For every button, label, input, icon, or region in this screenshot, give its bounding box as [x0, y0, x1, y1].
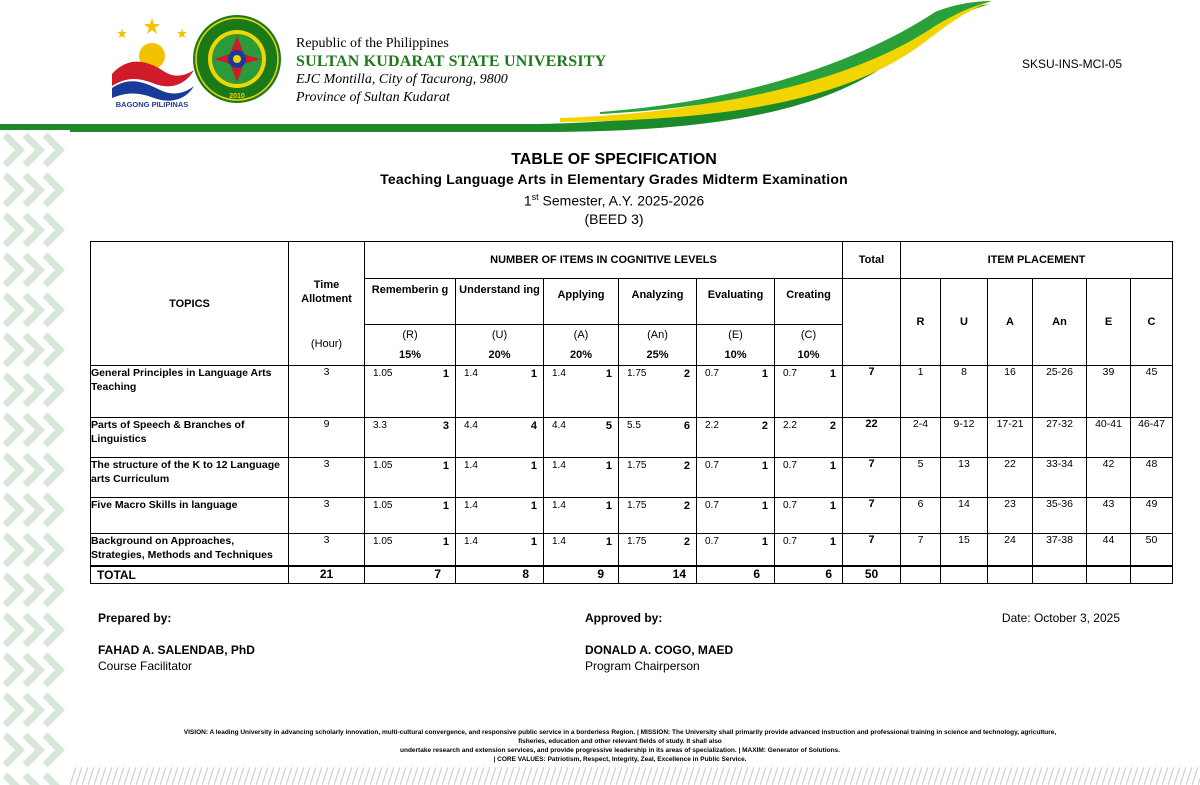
row-level-cell: 1.05 1 — [365, 498, 456, 534]
row-total: 22 — [843, 418, 901, 458]
subject-title: Teaching Language Arts in Elementary Grades Midterm Examination — [380, 171, 848, 187]
total-placement-blank — [941, 566, 988, 584]
row-placement: 2-4 — [901, 418, 941, 458]
table-row — [91, 458, 1173, 498]
row-level-cell: 1.75 2 — [619, 458, 697, 498]
row-time: 3 — [289, 458, 365, 498]
prepared-label: Prepared by: — [98, 611, 172, 625]
row-level-cell: 0.7 1 — [775, 458, 843, 498]
row-placement: 39 — [1087, 366, 1131, 418]
placement-head-r: R — [901, 279, 941, 366]
row-level-cell: 0.7 1 — [697, 366, 775, 418]
row-level-cell: 2.2 2 — [775, 418, 843, 458]
row-placement: 16 — [988, 366, 1033, 418]
level-understanding: Understand ing — [456, 279, 544, 325]
row-total: 7 — [843, 534, 901, 566]
row-level-cell: 2.2 2 — [697, 418, 775, 458]
row-time: 3 — [289, 366, 365, 418]
approved-block — [585, 610, 733, 674]
approved-name: DONALD A. COGO, MAED — [585, 643, 734, 657]
level-r-abbr-pct: (R) 15% — [365, 325, 456, 366]
row-level-cell: 1.4 1 — [544, 498, 619, 534]
row-placement: 45 — [1131, 366, 1173, 418]
level-analyzing: Analyzing — [619, 279, 697, 325]
total-grand: 50 — [843, 566, 901, 584]
table-row — [91, 418, 1173, 458]
row-total: 7 — [843, 498, 901, 534]
university-seal-logo — [192, 14, 282, 104]
total-e: 6 — [697, 566, 775, 584]
document-code: SKSU-INS-MCI-05 — [1021, 57, 1122, 71]
row-level-cell: 1.4 1 — [544, 458, 619, 498]
total-an: 14 — [619, 566, 697, 584]
row-placement: 23 — [988, 498, 1033, 534]
side-border-pattern — [0, 130, 70, 785]
table-row — [91, 534, 1173, 566]
level-c-abbr-pct: (C) 10% — [775, 325, 843, 366]
row-placement: 6 — [901, 498, 941, 534]
footer-vision-mission: VISION: A leading University in advancing scholarly innovation, multi-cultural convergence, and responsive public service in a borderless Region. | MISSION: The University shall primarily provide advanced instruction and professional training in science and technology, agriculture, fisheries, education and other relevant fields of study. It shall also undertake research and extension services, and provide progressive leadership in its areas of specialization. | MAXIM: Generator of Solutions. | CORE VALUES: Patriotism, Respect, Integrity, Zeal, Excellence in Public Service. — [183, 729, 1057, 763]
row-topic: Five Macro Skills in language — [91, 498, 289, 534]
row-level-cell: 1.4 1 — [544, 534, 619, 566]
row-time: 3 — [289, 534, 365, 566]
address-line: EJC Montilla, City of Tacurong, 9800 — [296, 72, 508, 87]
total-header-blank — [843, 279, 901, 366]
row-placement: 48 — [1131, 458, 1173, 498]
document-title: TABLE OF SPECIFICATION — [511, 151, 717, 168]
level-creating: Creating — [775, 279, 843, 325]
row-level-cell: 0.7 1 — [697, 458, 775, 498]
total-time: 21 — [289, 566, 365, 584]
specification-table — [90, 241, 1173, 584]
row-level-cell: 0.7 1 — [697, 534, 775, 566]
header-time-allotment: Time Allotment (Hour) — [289, 242, 365, 366]
seal-year: 2010 — [229, 93, 245, 100]
prepared-role: Course Facilitator — [98, 659, 193, 673]
republic-line: Republic of the Philippines — [296, 36, 449, 51]
row-total: 7 — [843, 458, 901, 498]
approved-role: Program Chairperson — [585, 659, 700, 673]
province-line: Province of Sultan Kudarat — [296, 90, 450, 105]
row-placement: 25-26 — [1033, 366, 1087, 418]
level-remembering: Rememberin g — [365, 279, 456, 325]
row-topic: The structure of the K to 12 Language arts Curriculum — [91, 458, 289, 498]
total-u: 8 — [456, 566, 544, 584]
row-placement: 15 — [941, 534, 988, 566]
table-row — [91, 498, 1173, 534]
bottom-hatch-pattern — [70, 767, 1200, 785]
row-topic: Background on Approaches, Strategies, Methods and Techniques — [91, 534, 289, 566]
row-placement: 46-47 — [1131, 418, 1173, 458]
row-level-cell: 0.7 1 — [775, 366, 843, 418]
row-topic: General Principles in Language Arts Teaching — [91, 366, 289, 418]
row-placement: 9-12 — [941, 418, 988, 458]
row-time: 9 — [289, 418, 365, 458]
row-level-cell: 1.4 1 — [456, 498, 544, 534]
placement-head-a: A — [988, 279, 1033, 366]
total-placement-blank — [901, 566, 941, 584]
row-placement: 22 — [988, 458, 1033, 498]
total-r: 7 — [365, 566, 456, 584]
total-label: TOTAL — [91, 566, 289, 584]
section-line: (BEED 3) — [584, 210, 644, 227]
row-placement: 35-36 — [1033, 498, 1087, 534]
row-level-cell: 1.4 1 — [456, 366, 544, 418]
row-level-cell: 1.75 2 — [619, 534, 697, 566]
level-e-abbr-pct: (E) 10% — [697, 325, 775, 366]
approved-label: Approved by: — [585, 611, 663, 625]
row-placement: 42 — [1087, 458, 1131, 498]
prepared-name: FAHAD A. SALENDAB, PhD — [98, 643, 255, 657]
row-level-cell: 4.4 5 — [544, 418, 619, 458]
table-body — [91, 366, 1173, 566]
date-line: Date: October 3, 2025 — [1001, 611, 1120, 625]
row-placement: 33-34 — [1033, 458, 1087, 498]
placement-head-c: C — [1131, 279, 1173, 366]
placement-head-e: E — [1087, 279, 1131, 366]
row-level-cell: 5.5 6 — [619, 418, 697, 458]
row-level-cell: 1.75 2 — [619, 366, 697, 418]
bagong-pilipinas-logo — [110, 14, 195, 109]
row-placement: 5 — [901, 458, 941, 498]
row-level-cell: 1.4 1 — [456, 458, 544, 498]
total-a: 9 — [544, 566, 619, 584]
total-row — [91, 566, 1173, 584]
level-evaluating: Evaluating — [697, 279, 775, 325]
row-level-cell: 0.7 1 — [775, 534, 843, 566]
total-placement-blank — [1087, 566, 1131, 584]
row-placement: 24 — [988, 534, 1033, 566]
row-placement: 43 — [1087, 498, 1131, 534]
prepared-block — [98, 610, 255, 674]
total-placement-blank — [1033, 566, 1087, 584]
row-level-cell: 1.05 1 — [365, 366, 456, 418]
row-placement: 8 — [941, 366, 988, 418]
title-block — [0, 150, 1200, 228]
row-time: 3 — [289, 498, 365, 534]
level-an-abbr-pct: (An) 25% — [619, 325, 697, 366]
row-placement: 49 — [1131, 498, 1173, 534]
university-name: SULTAN KUDARAT STATE UNIVERSITY — [296, 53, 607, 70]
row-placement: 1 — [901, 366, 941, 418]
row-placement: 37-38 — [1033, 534, 1087, 566]
header-topics: TOPICS — [91, 242, 289, 366]
row-level-cell: 1.4 1 — [544, 366, 619, 418]
row-placement: 40-41 — [1087, 418, 1131, 458]
row-placement: 7 — [901, 534, 941, 566]
total-placement-blank — [988, 566, 1033, 584]
table-row — [91, 366, 1173, 418]
row-placement: 17-21 — [988, 418, 1033, 458]
row-total: 7 — [843, 366, 901, 418]
row-placement: 44 — [1087, 534, 1131, 566]
placement-head-an: An — [1033, 279, 1087, 366]
header-total: Total — [843, 242, 901, 279]
row-level-cell: 1.05 1 — [365, 534, 456, 566]
row-placement: 13 — [941, 458, 988, 498]
placement-head-u: U — [941, 279, 988, 366]
header-item-placement: ITEM PLACEMENT — [901, 242, 1173, 279]
row-level-cell: 1.4 1 — [456, 534, 544, 566]
level-applying: Applying — [544, 279, 619, 325]
row-placement: 50 — [1131, 534, 1173, 566]
header-cognitive-levels: NUMBER OF ITEMS IN COGNITIVE LEVELS — [365, 242, 843, 279]
row-placement: 27-32 — [1033, 418, 1087, 458]
row-level-cell: 3.3 3 — [365, 418, 456, 458]
bagong-pilipinas-logo-text: BAGONG PILIPINAS — [115, 100, 189, 109]
row-level-cell: 4.4 4 — [456, 418, 544, 458]
row-level-cell: 0.7 1 — [775, 498, 843, 534]
level-u-abbr-pct: (U) 20% — [456, 325, 544, 366]
row-level-cell: 0.7 1 — [697, 498, 775, 534]
total-c: 6 — [775, 566, 843, 584]
row-topic: Parts of Speech & Branches of Linguistics — [91, 418, 289, 458]
level-a-abbr-pct: (A) 20% — [544, 325, 619, 366]
row-placement: 14 — [941, 498, 988, 534]
total-placement-blank — [1131, 566, 1173, 584]
row-level-cell: 1.05 1 — [365, 458, 456, 498]
semester-line: 1st Semester, A.Y. 2025-2026 — [523, 192, 705, 209]
university-address-block — [296, 35, 606, 107]
row-level-cell: 1.75 2 — [619, 498, 697, 534]
